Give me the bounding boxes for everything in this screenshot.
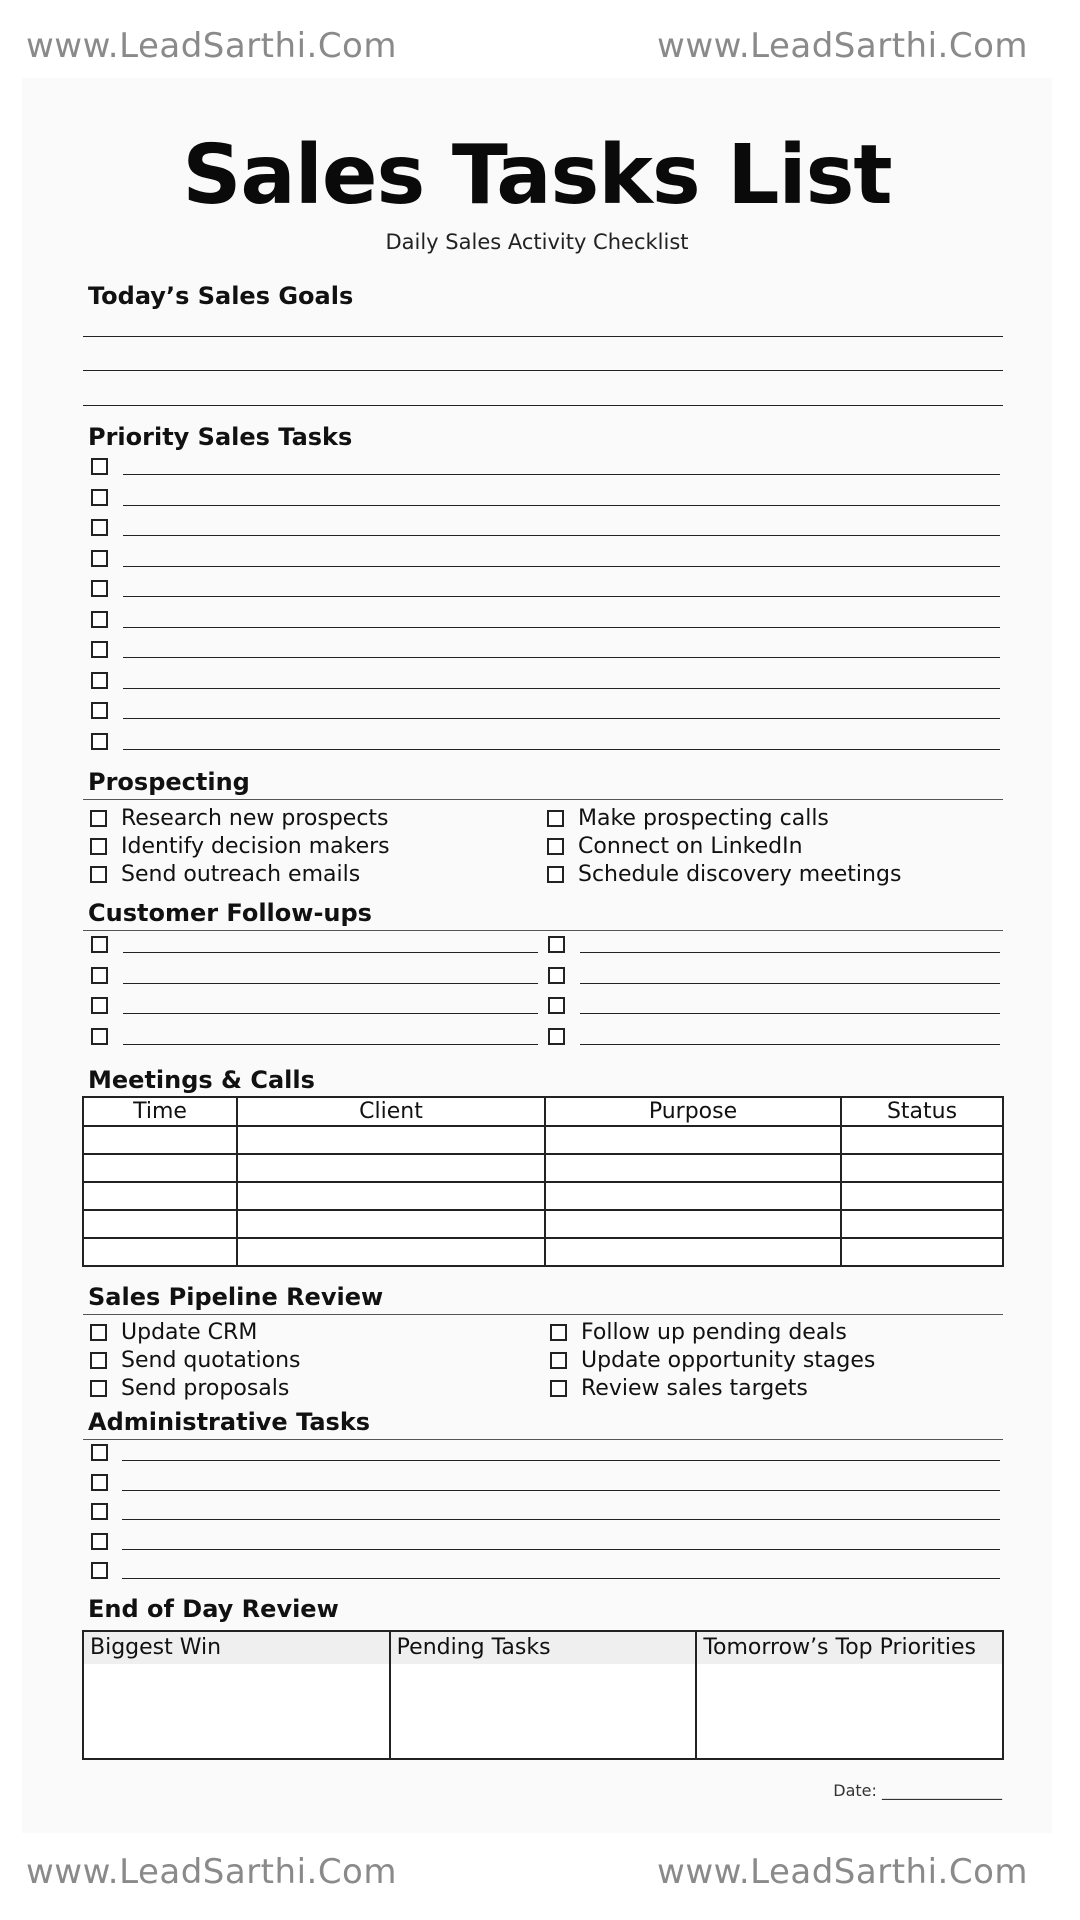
- table-cell[interactable]: [83, 1126, 237, 1154]
- review-column[interactable]: [391, 1632, 698, 1758]
- checkbox[interactable]: [90, 866, 107, 883]
- checkbox[interactable]: [91, 519, 108, 536]
- checkbox[interactable]: [91, 489, 108, 506]
- pipeline-item[interactable]: Send quotations: [90, 1346, 300, 1374]
- table-cell[interactable]: [841, 1210, 1003, 1238]
- heading-priority-tasks: Priority Sales Tasks: [88, 423, 353, 451]
- end-of-day-review-table: [82, 1630, 1004, 1760]
- table-cell[interactable]: [545, 1126, 841, 1154]
- task-write-line[interactable]: [123, 535, 1000, 536]
- task-write-line[interactable]: [123, 596, 1000, 597]
- checkbox[interactable]: [91, 1028, 108, 1045]
- pipeline-item[interactable]: Follow up pending deals: [550, 1318, 847, 1346]
- checkbox[interactable]: [90, 810, 107, 827]
- worksheet: [22, 78, 1052, 1833]
- prospecting-item[interactable]: Research new prospects: [90, 804, 389, 832]
- table-cell[interactable]: [545, 1182, 841, 1210]
- table-row: [83, 1182, 1003, 1210]
- checkbox[interactable]: [91, 1562, 108, 1579]
- heading-prospecting: Prospecting: [88, 768, 250, 796]
- table-row: [83, 1154, 1003, 1182]
- table-cell[interactable]: [841, 1182, 1003, 1210]
- checkbox[interactable]: [550, 1380, 567, 1397]
- task-write-line[interactable]: [123, 952, 538, 953]
- table-cell[interactable]: [83, 1238, 237, 1266]
- pipeline-item[interactable]: Update CRM: [90, 1318, 257, 1346]
- prospecting-item[interactable]: Connect on LinkedIn: [547, 832, 803, 860]
- heading-customer-followups: Customer Follow-ups: [88, 899, 372, 927]
- prospecting-item[interactable]: Make prospecting calls: [547, 804, 829, 832]
- pipeline-item[interactable]: Update opportunity stages: [550, 1346, 875, 1374]
- checkbox[interactable]: [91, 1533, 108, 1550]
- review-column-header: Biggest Win: [84, 1632, 389, 1664]
- checkbox[interactable]: [91, 1503, 108, 1520]
- table-cell[interactable]: [545, 1238, 841, 1266]
- heading-pipeline-review: Sales Pipeline Review: [88, 1283, 384, 1311]
- task-write-line[interactable]: [123, 474, 1000, 475]
- checkbox[interactable]: [90, 1352, 107, 1369]
- meetings-table: [82, 1096, 1004, 1267]
- pipeline-item[interactable]: Send proposals: [90, 1374, 289, 1402]
- task-write-line[interactable]: [123, 627, 1000, 628]
- checkbox[interactable]: [91, 702, 108, 719]
- watermark-bottom-right: www.LeadSarthi.Com: [657, 1852, 1028, 1892]
- task-write-line[interactable]: [123, 657, 1000, 658]
- task-write-line[interactable]: [122, 1578, 1000, 1579]
- table-cell[interactable]: [545, 1154, 841, 1182]
- table-row: [83, 1210, 1003, 1238]
- checkbox[interactable]: [91, 997, 108, 1014]
- task-write-line[interactable]: [123, 718, 1000, 719]
- checkbox[interactable]: [547, 866, 564, 883]
- table-cell[interactable]: [841, 1126, 1003, 1154]
- task-write-line[interactable]: [123, 566, 1000, 567]
- task-write-line[interactable]: [122, 1460, 1000, 1461]
- prospecting-item[interactable]: Send outreach emails: [90, 860, 360, 888]
- checkbox[interactable]: [548, 936, 565, 953]
- checkbox[interactable]: [91, 580, 108, 597]
- checkbox[interactable]: [548, 997, 565, 1014]
- task-write-line[interactable]: [580, 983, 1000, 984]
- heading-sales-goals: Today’s Sales Goals: [88, 282, 354, 310]
- checkbox[interactable]: [90, 1380, 107, 1397]
- checkbox[interactable]: [90, 838, 107, 855]
- pipeline-item[interactable]: Review sales targets: [550, 1374, 808, 1402]
- task-write-line[interactable]: [580, 1044, 1000, 1045]
- checkbox[interactable]: [91, 733, 108, 750]
- checkbox[interactable]: [550, 1352, 567, 1369]
- checkbox[interactable]: [91, 1474, 108, 1491]
- section-divider: [83, 799, 1003, 800]
- task-write-line[interactable]: [580, 952, 1000, 953]
- task-write-line[interactable]: [123, 1013, 538, 1014]
- table-row: [83, 1238, 1003, 1266]
- checkbox[interactable]: [91, 458, 108, 475]
- review-column-header: Tomorrow’s Top Priorities: [697, 1632, 1002, 1664]
- checkbox[interactable]: [91, 936, 108, 953]
- task-write-line[interactable]: [123, 749, 1000, 750]
- heading-meetings-calls: Meetings & Calls: [88, 1066, 315, 1094]
- checkbox[interactable]: [91, 1444, 108, 1461]
- table-row: [83, 1126, 1003, 1154]
- heading-admin-tasks: Administrative Tasks: [88, 1408, 371, 1436]
- col-header-purpose: Purpose: [545, 1097, 841, 1126]
- goal-line[interactable]: [83, 336, 1003, 337]
- table-cell[interactable]: [237, 1182, 545, 1210]
- review-column[interactable]: [84, 1632, 391, 1758]
- page-subtitle: Daily Sales Activity Checklist: [385, 230, 689, 254]
- task-write-line[interactable]: [123, 688, 1000, 689]
- col-header-status: Status: [841, 1097, 1003, 1126]
- task-write-line[interactable]: [122, 1549, 1000, 1550]
- prospecting-item[interactable]: Schedule discovery meetings: [547, 860, 901, 888]
- checkbox[interactable]: [91, 641, 108, 658]
- goal-line[interactable]: [83, 370, 1003, 371]
- watermark-top-left: www.LeadSarthi.Com: [26, 26, 397, 66]
- table-cell[interactable]: [83, 1210, 237, 1238]
- checkbox[interactable]: [548, 1028, 565, 1045]
- task-write-line[interactable]: [123, 505, 1000, 506]
- prospecting-item[interactable]: Identify decision makers: [90, 832, 390, 860]
- task-write-line[interactable]: [122, 1519, 1000, 1520]
- checkbox[interactable]: [91, 611, 108, 628]
- table-cell[interactable]: [237, 1210, 545, 1238]
- checkbox[interactable]: [547, 838, 564, 855]
- col-header-client: Client: [237, 1097, 545, 1126]
- page-title: Sales Tasks List: [182, 128, 892, 223]
- table-cell[interactable]: [841, 1238, 1003, 1266]
- section-divider: [83, 1314, 1003, 1315]
- review-column-header: Pending Tasks: [391, 1632, 696, 1664]
- table-cell[interactable]: [237, 1126, 545, 1154]
- heading-end-of-day: End of Day Review: [88, 1595, 339, 1623]
- table-cell[interactable]: [237, 1154, 545, 1182]
- checkbox[interactable]: [548, 967, 565, 984]
- task-write-line[interactable]: [122, 1490, 1000, 1491]
- table-header-row: [83, 1097, 1003, 1126]
- table-cell[interactable]: [83, 1182, 237, 1210]
- table-cell[interactable]: [841, 1154, 1003, 1182]
- goal-line[interactable]: [83, 405, 1003, 406]
- checkbox[interactable]: [91, 672, 108, 689]
- checkbox[interactable]: [91, 967, 108, 984]
- checkbox[interactable]: [547, 810, 564, 827]
- checkbox[interactable]: [91, 550, 108, 567]
- review-column[interactable]: [697, 1632, 1002, 1758]
- task-write-line[interactable]: [580, 1013, 1000, 1014]
- col-header-time: Time: [83, 1097, 237, 1126]
- checkbox[interactable]: [550, 1324, 567, 1341]
- table-cell[interactable]: [545, 1210, 841, 1238]
- task-write-line[interactable]: [123, 983, 538, 984]
- task-write-line[interactable]: [123, 1044, 538, 1045]
- section-divider: [83, 1439, 1003, 1440]
- table-cell[interactable]: [83, 1154, 237, 1182]
- table-cell[interactable]: [237, 1238, 545, 1266]
- watermark-top-right: www.LeadSarthi.Com: [657, 26, 1028, 66]
- section-divider: [83, 930, 1003, 931]
- checkbox[interactable]: [90, 1324, 107, 1341]
- watermark-bottom-left: www.LeadSarthi.Com: [26, 1852, 397, 1892]
- date-field[interactable]: Date: _______________: [833, 1781, 1002, 1800]
